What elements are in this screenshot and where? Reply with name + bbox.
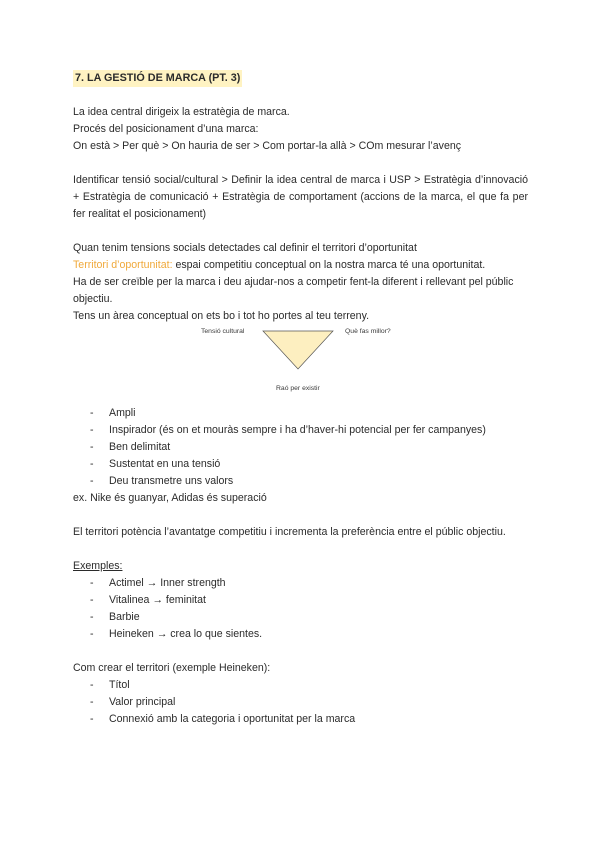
list-item: - Deu transmetre uns valors [90, 473, 528, 490]
list-item: - Títol [90, 677, 528, 694]
create-title: Com crear el territori (exemple Heineken): [73, 662, 271, 674]
list-item: - Connexió amb la categoria i oportunitat per la marca [90, 711, 528, 728]
example-line: ex. Nike és guanyar, Adidas és superació [73, 492, 267, 504]
list-item: - Ampli [90, 405, 528, 422]
territory-intro: Quan tenim tensions socials detectades cal definir el territori d’oportunitat [73, 242, 417, 254]
advantage-paragraph: El territori potència l’avantatge competitiu i incrementa la preferència entre el públic objectiu. [73, 526, 506, 538]
spacer [73, 643, 528, 660]
spacer [73, 507, 528, 524]
list-item: - Vitalinea → feminitat [90, 592, 528, 609]
identify-paragraph: Identificar tensió social/cultural > Definir la idea central de marca i USP > Estratègia d’innovació + Estratègia de comunicació + Estratègia de comportament (accions de la marca, el que fa per fer realitat el posicionament) [73, 174, 528, 220]
list-item: - Valor principal [90, 694, 528, 711]
intro-line-1: La idea central dirigeix la estratègia de marca. [73, 106, 290, 118]
territory-definition-text: espai competitiu conceptual on la nostra marca té una oportunitat. [172, 259, 486, 271]
territory-credible: Ha de ser creïble per la marca i deu ajudar-nos a competir fent-la diferent i rellevant pel públic objectiu. [73, 276, 514, 305]
territory-definition [73, 257, 528, 274]
qualities-list [73, 405, 528, 490]
diagram-left-label: Tensió cultural [201, 328, 245, 335]
triangle-diagram [73, 327, 528, 405]
diagram-right-label: Què fas millor? [345, 328, 391, 335]
list-item: - Ben delimitat [90, 439, 528, 456]
section-heading: 7. LA GESTIÓ DE MARCA (PT. 3) [73, 70, 242, 87]
territory-diagram [73, 327, 528, 405]
intro-line-2: Procés del posicionament d’una marca: [73, 123, 259, 135]
spacer [73, 87, 528, 104]
intro-line-3: On està > Per què > On hauria de ser > Com portar-la allà > COm mesurar l’avenç [73, 140, 462, 152]
territory-term: Territori d’oportunitat: [73, 259, 173, 271]
create-list [73, 677, 528, 728]
spacer [73, 541, 528, 558]
spacer [73, 223, 528, 240]
document-page [73, 70, 528, 728]
spacer [73, 155, 528, 172]
territory-conceptual: Tens un àrea conceptual on ets bo i tot ho portes al teu terreny. [73, 310, 370, 322]
examples-list [73, 575, 528, 643]
list-item: - Inspirador (és on et mouràs sempre i ha d’haver-hi potencial per fer campanyes) [90, 422, 528, 439]
list-item: - Barbie [90, 609, 528, 626]
examples-title: Exemples: [73, 560, 123, 572]
diagram-bottom-label: Raó per existir [276, 385, 320, 392]
list-item: - Actimel → Inner strength [90, 575, 528, 592]
territory-triangle [263, 331, 333, 369]
list-item: - Sustentat en una tensió [90, 456, 528, 473]
list-item: - Heineken → crea lo que sientes. [90, 626, 528, 643]
